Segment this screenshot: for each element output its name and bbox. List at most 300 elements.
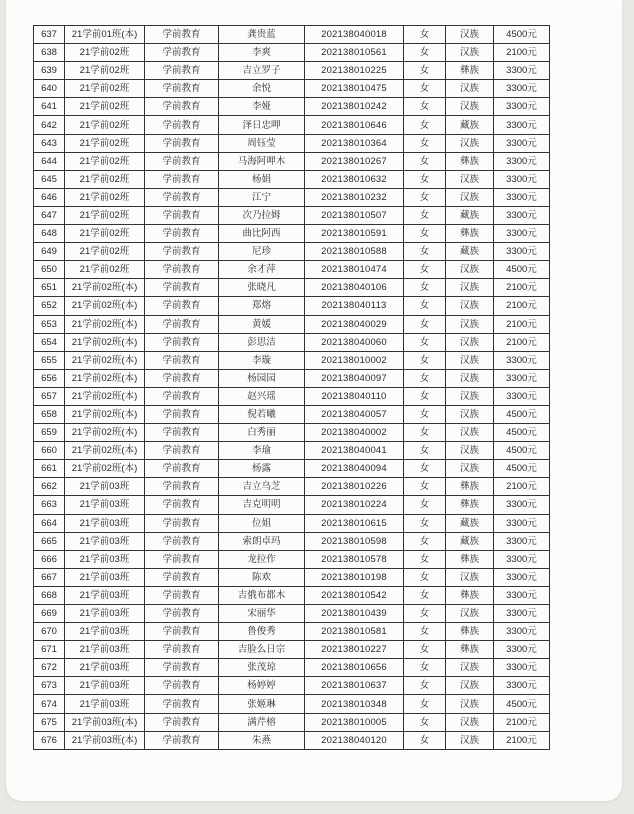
cell-gender: 女 (404, 731, 446, 749)
cell-name: 位姐 (219, 514, 305, 532)
cell-student-id: 202138040057 (305, 405, 404, 423)
cell-name: 次乃拉姆 (219, 206, 305, 224)
cell-name: 周钰莹 (219, 134, 305, 152)
cell-gender: 女 (404, 550, 446, 568)
cell-class: 21学前02班 (65, 62, 145, 80)
cell-amount: 3300元 (494, 188, 550, 206)
cell-major: 学前教育 (145, 496, 219, 514)
cell-gender: 女 (404, 514, 446, 532)
cell-amount: 3300元 (494, 623, 550, 641)
cell-gender: 女 (404, 695, 446, 713)
cell-gender: 女 (404, 225, 446, 243)
cell-major: 学前教育 (145, 225, 219, 243)
cell-major: 学前教育 (145, 641, 219, 659)
cell-major: 学前教育 (145, 460, 219, 478)
table-row (34, 568, 550, 586)
cell-amount: 2100元 (494, 315, 550, 333)
cell-ethnicity: 藏族 (446, 206, 494, 224)
table-row (34, 460, 550, 478)
cell-student-id: 202138010578 (305, 550, 404, 568)
cell-gender: 女 (404, 568, 446, 586)
cell-class: 21学前02班 (65, 152, 145, 170)
cell-student-id: 202138040029 (305, 315, 404, 333)
cell-class: 21学前02班 (65, 80, 145, 98)
table-row (34, 586, 550, 604)
cell-amount: 4500元 (494, 695, 550, 713)
cell-amount: 3300元 (494, 170, 550, 188)
cell-class: 21学前03班 (65, 478, 145, 496)
cell-class: 21学前02班(本) (65, 333, 145, 351)
cell-gender: 女 (404, 478, 446, 496)
cell-class: 21学前02班 (65, 225, 145, 243)
cell-serial: 666 (34, 550, 65, 568)
cell-class: 21学前03班 (65, 568, 145, 586)
table-row (34, 550, 550, 568)
cell-ethnicity: 彝族 (446, 152, 494, 170)
cell-major: 学前教育 (145, 424, 219, 442)
cell-name: 陈欢 (219, 568, 305, 586)
cell-gender: 女 (404, 134, 446, 152)
cell-ethnicity: 汉族 (446, 170, 494, 188)
cell-major: 学前教育 (145, 550, 219, 568)
cell-ethnicity: 汉族 (446, 369, 494, 387)
cell-amount: 3300元 (494, 80, 550, 98)
cell-amount: 4500元 (494, 442, 550, 460)
cell-serial: 660 (34, 442, 65, 460)
cell-ethnicity: 汉族 (446, 261, 494, 279)
cell-gender: 女 (404, 80, 446, 98)
cell-serial: 664 (34, 514, 65, 532)
cell-serial: 639 (34, 62, 65, 80)
cell-name: 索朗卓玛 (219, 532, 305, 550)
cell-amount: 4500元 (494, 26, 550, 44)
cell-major: 学前教育 (145, 532, 219, 550)
cell-gender: 女 (404, 261, 446, 279)
cell-serial: 641 (34, 98, 65, 116)
cell-amount: 4500元 (494, 261, 550, 279)
cell-name: 白秀丽 (219, 424, 305, 442)
cell-ethnicity: 汉族 (446, 695, 494, 713)
cell-student-id: 202138010637 (305, 677, 404, 695)
cell-class: 21学前02班 (65, 243, 145, 261)
cell-student-id: 202138040018 (305, 26, 404, 44)
cell-ethnicity: 藏族 (446, 532, 494, 550)
cell-student-id: 202138010242 (305, 98, 404, 116)
cell-serial: 659 (34, 424, 65, 442)
cell-major: 学前教育 (145, 152, 219, 170)
cell-major: 学前教育 (145, 442, 219, 460)
cell-class: 21学前03班(本) (65, 731, 145, 749)
student-roster-table (33, 25, 550, 750)
cell-major: 学前教育 (145, 387, 219, 405)
cell-name: 张茂琼 (219, 659, 305, 677)
cell-gender: 女 (404, 297, 446, 315)
cell-student-id: 202138010475 (305, 80, 404, 98)
cell-student-id: 202138040094 (305, 460, 404, 478)
cell-major: 学前教育 (145, 677, 219, 695)
cell-class: 21学前02班 (65, 206, 145, 224)
cell-name: 吉脸么日宗 (219, 641, 305, 659)
cell-student-id: 202138010588 (305, 243, 404, 261)
table-row (34, 44, 550, 62)
table-row (34, 623, 550, 641)
cell-serial: 645 (34, 170, 65, 188)
cell-name: 尼珍 (219, 243, 305, 261)
cell-ethnicity: 汉族 (446, 333, 494, 351)
cell-serial: 647 (34, 206, 65, 224)
cell-major: 学前教育 (145, 98, 219, 116)
cell-major: 学前教育 (145, 188, 219, 206)
table-row (34, 243, 550, 261)
cell-student-id: 202138010507 (305, 206, 404, 224)
cell-serial: 643 (34, 134, 65, 152)
table-row (34, 514, 550, 532)
table-row (34, 279, 550, 297)
cell-class: 21学前03班 (65, 623, 145, 641)
cell-class: 21学前03班 (65, 641, 145, 659)
cell-ethnicity: 汉族 (446, 26, 494, 44)
cell-gender: 女 (404, 188, 446, 206)
table-row (34, 677, 550, 695)
cell-class: 21学前02班 (65, 134, 145, 152)
cell-major: 学前教育 (145, 731, 219, 749)
cell-gender: 女 (404, 44, 446, 62)
cell-major: 学前教育 (145, 279, 219, 297)
table-row (34, 713, 550, 731)
cell-class: 21学前01班(本) (65, 26, 145, 44)
cell-student-id: 202138010615 (305, 514, 404, 532)
cell-serial: 670 (34, 623, 65, 641)
cell-class: 21学前02班(本) (65, 351, 145, 369)
cell-major: 学前教育 (145, 134, 219, 152)
cell-amount: 2100元 (494, 478, 550, 496)
cell-class: 21学前03班 (65, 659, 145, 677)
table-row (34, 424, 550, 442)
table-row (34, 641, 550, 659)
cell-serial: 673 (34, 677, 65, 695)
cell-student-id: 202138010591 (305, 225, 404, 243)
cell-class: 21学前02班 (65, 44, 145, 62)
cell-ethnicity: 汉族 (446, 605, 494, 623)
cell-student-id: 202138010232 (305, 188, 404, 206)
cell-name: 吉立罗子 (219, 62, 305, 80)
cell-gender: 女 (404, 532, 446, 550)
cell-class: 21学前02班 (65, 170, 145, 188)
cell-amount: 3300元 (494, 568, 550, 586)
cell-major: 学前教育 (145, 62, 219, 80)
cell-student-id: 202138010439 (305, 605, 404, 623)
cell-gender: 女 (404, 170, 446, 188)
cell-gender: 女 (404, 424, 446, 442)
table-row (34, 387, 550, 405)
cell-class: 21学前02班(本) (65, 369, 145, 387)
table-row (34, 351, 550, 369)
cell-major: 学前教育 (145, 586, 219, 604)
cell-major: 学前教育 (145, 623, 219, 641)
cell-ethnicity: 汉族 (446, 279, 494, 297)
cell-name: 朱燕 (219, 731, 305, 749)
cell-major: 学前教育 (145, 315, 219, 333)
cell-gender: 女 (404, 152, 446, 170)
cell-student-id: 202138010646 (305, 116, 404, 134)
cell-class: 21学前02班(本) (65, 279, 145, 297)
cell-amount: 3300元 (494, 206, 550, 224)
table-row (34, 659, 550, 677)
cell-amount: 4500元 (494, 460, 550, 478)
cell-name: 杨婷婷 (219, 677, 305, 695)
cell-name: 余才萍 (219, 261, 305, 279)
cell-student-id: 202138010656 (305, 659, 404, 677)
cell-ethnicity: 汉族 (446, 351, 494, 369)
cell-gender: 女 (404, 460, 446, 478)
cell-student-id: 202138040002 (305, 424, 404, 442)
cell-name: 曲比阿西 (219, 225, 305, 243)
cell-ethnicity: 藏族 (446, 243, 494, 261)
cell-name: 倪若曦 (219, 405, 305, 423)
cell-gender: 女 (404, 315, 446, 333)
cell-gender: 女 (404, 605, 446, 623)
cell-ethnicity: 汉族 (446, 659, 494, 677)
cell-name: 赵兴瑶 (219, 387, 305, 405)
cell-name: 满芹榕 (219, 713, 305, 731)
cell-name: 龙拉作 (219, 550, 305, 568)
cell-serial: 665 (34, 532, 65, 550)
cell-serial: 651 (34, 279, 65, 297)
cell-name: 江宁 (219, 188, 305, 206)
cell-major: 学前教育 (145, 369, 219, 387)
cell-name: 吉克明明 (219, 496, 305, 514)
cell-major: 学前教育 (145, 351, 219, 369)
cell-amount: 3300元 (494, 514, 550, 532)
cell-ethnicity: 彝族 (446, 478, 494, 496)
cell-amount: 3300元 (494, 659, 550, 677)
cell-gender: 女 (404, 677, 446, 695)
cell-amount: 3300元 (494, 243, 550, 261)
cell-amount: 3300元 (494, 98, 550, 116)
cell-gender: 女 (404, 243, 446, 261)
cell-class: 21学前02班 (65, 98, 145, 116)
cell-ethnicity: 藏族 (446, 116, 494, 134)
cell-ethnicity: 汉族 (446, 424, 494, 442)
cell-gender: 女 (404, 62, 446, 80)
cell-ethnicity: 汉族 (446, 405, 494, 423)
cell-ethnicity: 彝族 (446, 550, 494, 568)
table-row (34, 496, 550, 514)
cell-major: 学前教育 (145, 568, 219, 586)
cell-serial: 655 (34, 351, 65, 369)
cell-major: 学前教育 (145, 405, 219, 423)
cell-major: 学前教育 (145, 333, 219, 351)
cell-ethnicity: 汉族 (446, 387, 494, 405)
cell-gender: 女 (404, 496, 446, 514)
cell-major: 学前教育 (145, 261, 219, 279)
cell-amount: 2100元 (494, 279, 550, 297)
cell-amount: 3300元 (494, 550, 550, 568)
cell-ethnicity: 藏族 (446, 514, 494, 532)
cell-amount: 2100元 (494, 333, 550, 351)
cell-serial: 652 (34, 297, 65, 315)
cell-serial: 654 (34, 333, 65, 351)
cell-student-id: 202138040060 (305, 333, 404, 351)
cell-name: 马海阿呷木 (219, 152, 305, 170)
cell-ethnicity: 彝族 (446, 623, 494, 641)
cell-class: 21学前03班 (65, 532, 145, 550)
cell-name: 李璇 (219, 351, 305, 369)
table-row (34, 62, 550, 80)
cell-class: 21学前02班(本) (65, 424, 145, 442)
cell-student-id: 202138040113 (305, 297, 404, 315)
cell-amount: 3300元 (494, 496, 550, 514)
table-row (34, 188, 550, 206)
cell-class: 21学前03班 (65, 677, 145, 695)
cell-name: 泽日忠呷 (219, 116, 305, 134)
cell-amount: 3300元 (494, 605, 550, 623)
cell-class: 21学前02班 (65, 188, 145, 206)
cell-student-id: 202138010002 (305, 351, 404, 369)
cell-class: 21学前03班 (65, 695, 145, 713)
cell-class: 21学前03班 (65, 496, 145, 514)
cell-gender: 女 (404, 206, 446, 224)
cell-ethnicity: 汉族 (446, 44, 494, 62)
cell-class: 21学前02班 (65, 261, 145, 279)
cell-student-id: 202138010598 (305, 532, 404, 550)
cell-amount: 2100元 (494, 297, 550, 315)
cell-gender: 女 (404, 405, 446, 423)
cell-major: 学前教育 (145, 478, 219, 496)
cell-ethnicity: 彝族 (446, 586, 494, 604)
cell-class: 21学前02班(本) (65, 297, 145, 315)
cell-class: 21学前02班 (65, 116, 145, 134)
cell-amount: 3300元 (494, 586, 550, 604)
cell-student-id: 202138010198 (305, 568, 404, 586)
cell-name: 杨露 (219, 460, 305, 478)
cell-serial: 656 (34, 369, 65, 387)
cell-amount: 3300元 (494, 351, 550, 369)
cell-major: 学前教育 (145, 514, 219, 532)
cell-student-id: 202138010348 (305, 695, 404, 713)
cell-gender: 女 (404, 351, 446, 369)
cell-student-id: 202138010226 (305, 478, 404, 496)
cell-gender: 女 (404, 586, 446, 604)
cell-serial: 642 (34, 116, 65, 134)
document-page (6, 0, 622, 801)
cell-class: 21学前02班(本) (65, 460, 145, 478)
cell-student-id: 202138010005 (305, 713, 404, 731)
cell-serial: 669 (34, 605, 65, 623)
cell-class: 21学前02班(本) (65, 387, 145, 405)
cell-serial: 646 (34, 188, 65, 206)
cell-amount: 2100元 (494, 731, 550, 749)
table-row (34, 206, 550, 224)
cell-serial: 657 (34, 387, 65, 405)
cell-ethnicity: 汉族 (446, 315, 494, 333)
cell-gender: 女 (404, 442, 446, 460)
table-row (34, 152, 550, 170)
table-row (34, 532, 550, 550)
cell-ethnicity: 汉族 (446, 731, 494, 749)
cell-class: 21学前03班 (65, 514, 145, 532)
cell-major: 学前教育 (145, 297, 219, 315)
table-row (34, 405, 550, 423)
cell-ethnicity: 汉族 (446, 568, 494, 586)
table-row (34, 98, 550, 116)
cell-ethnicity: 彝族 (446, 225, 494, 243)
cell-name: 杨园园 (219, 369, 305, 387)
cell-student-id: 202138040110 (305, 387, 404, 405)
cell-serial: 649 (34, 243, 65, 261)
cell-major: 学前教育 (145, 26, 219, 44)
table-body (34, 26, 550, 750)
cell-amount: 3300元 (494, 532, 550, 550)
cell-class: 21学前02班(本) (65, 442, 145, 460)
cell-serial: 671 (34, 641, 65, 659)
cell-name: 李瑜 (219, 442, 305, 460)
cell-student-id: 202138040120 (305, 731, 404, 749)
cell-ethnicity: 彝族 (446, 62, 494, 80)
table-row (34, 116, 550, 134)
cell-serial: 672 (34, 659, 65, 677)
table-row (34, 369, 550, 387)
cell-class: 21学前03班 (65, 550, 145, 568)
cell-amount: 3300元 (494, 641, 550, 659)
cell-gender: 女 (404, 623, 446, 641)
cell-student-id: 202138040097 (305, 369, 404, 387)
cell-amount: 2100元 (494, 713, 550, 731)
cell-name: 张姬琳 (219, 695, 305, 713)
cell-gender: 女 (404, 26, 446, 44)
cell-student-id: 202138010267 (305, 152, 404, 170)
cell-serial: 676 (34, 731, 65, 749)
cell-class: 21学前03班 (65, 586, 145, 604)
cell-student-id: 202138010225 (305, 62, 404, 80)
table-row (34, 315, 550, 333)
cell-major: 学前教育 (145, 659, 219, 677)
cell-serial: 637 (34, 26, 65, 44)
cell-student-id: 202138010581 (305, 623, 404, 641)
cell-class: 21学前03班 (65, 605, 145, 623)
cell-amount: 3300元 (494, 134, 550, 152)
cell-serial: 644 (34, 152, 65, 170)
cell-major: 学前教育 (145, 44, 219, 62)
cell-amount: 2100元 (494, 44, 550, 62)
cell-amount: 3300元 (494, 225, 550, 243)
cell-amount: 4500元 (494, 424, 550, 442)
cell-student-id: 202138040106 (305, 279, 404, 297)
cell-ethnicity: 汉族 (446, 134, 494, 152)
table-row (34, 333, 550, 351)
cell-ethnicity: 汉族 (446, 460, 494, 478)
cell-serial: 650 (34, 261, 65, 279)
cell-serial: 653 (34, 315, 65, 333)
table-row (34, 26, 550, 44)
cell-amount: 3300元 (494, 387, 550, 405)
cell-name: 黄媛 (219, 315, 305, 333)
cell-name: 彭思洁 (219, 333, 305, 351)
table-row (34, 442, 550, 460)
cell-student-id: 202138010364 (305, 134, 404, 152)
table-row (34, 261, 550, 279)
cell-class: 21学前02班(本) (65, 315, 145, 333)
cell-gender: 女 (404, 387, 446, 405)
cell-class: 21学前03班(本) (65, 713, 145, 731)
cell-ethnicity: 汉族 (446, 80, 494, 98)
cell-amount: 3300元 (494, 677, 550, 695)
table-row (34, 297, 550, 315)
cell-name: 杨娟 (219, 170, 305, 188)
cell-class: 21学前02班(本) (65, 405, 145, 423)
cell-ethnicity: 汉族 (446, 297, 494, 315)
cell-name: 李爽 (219, 44, 305, 62)
